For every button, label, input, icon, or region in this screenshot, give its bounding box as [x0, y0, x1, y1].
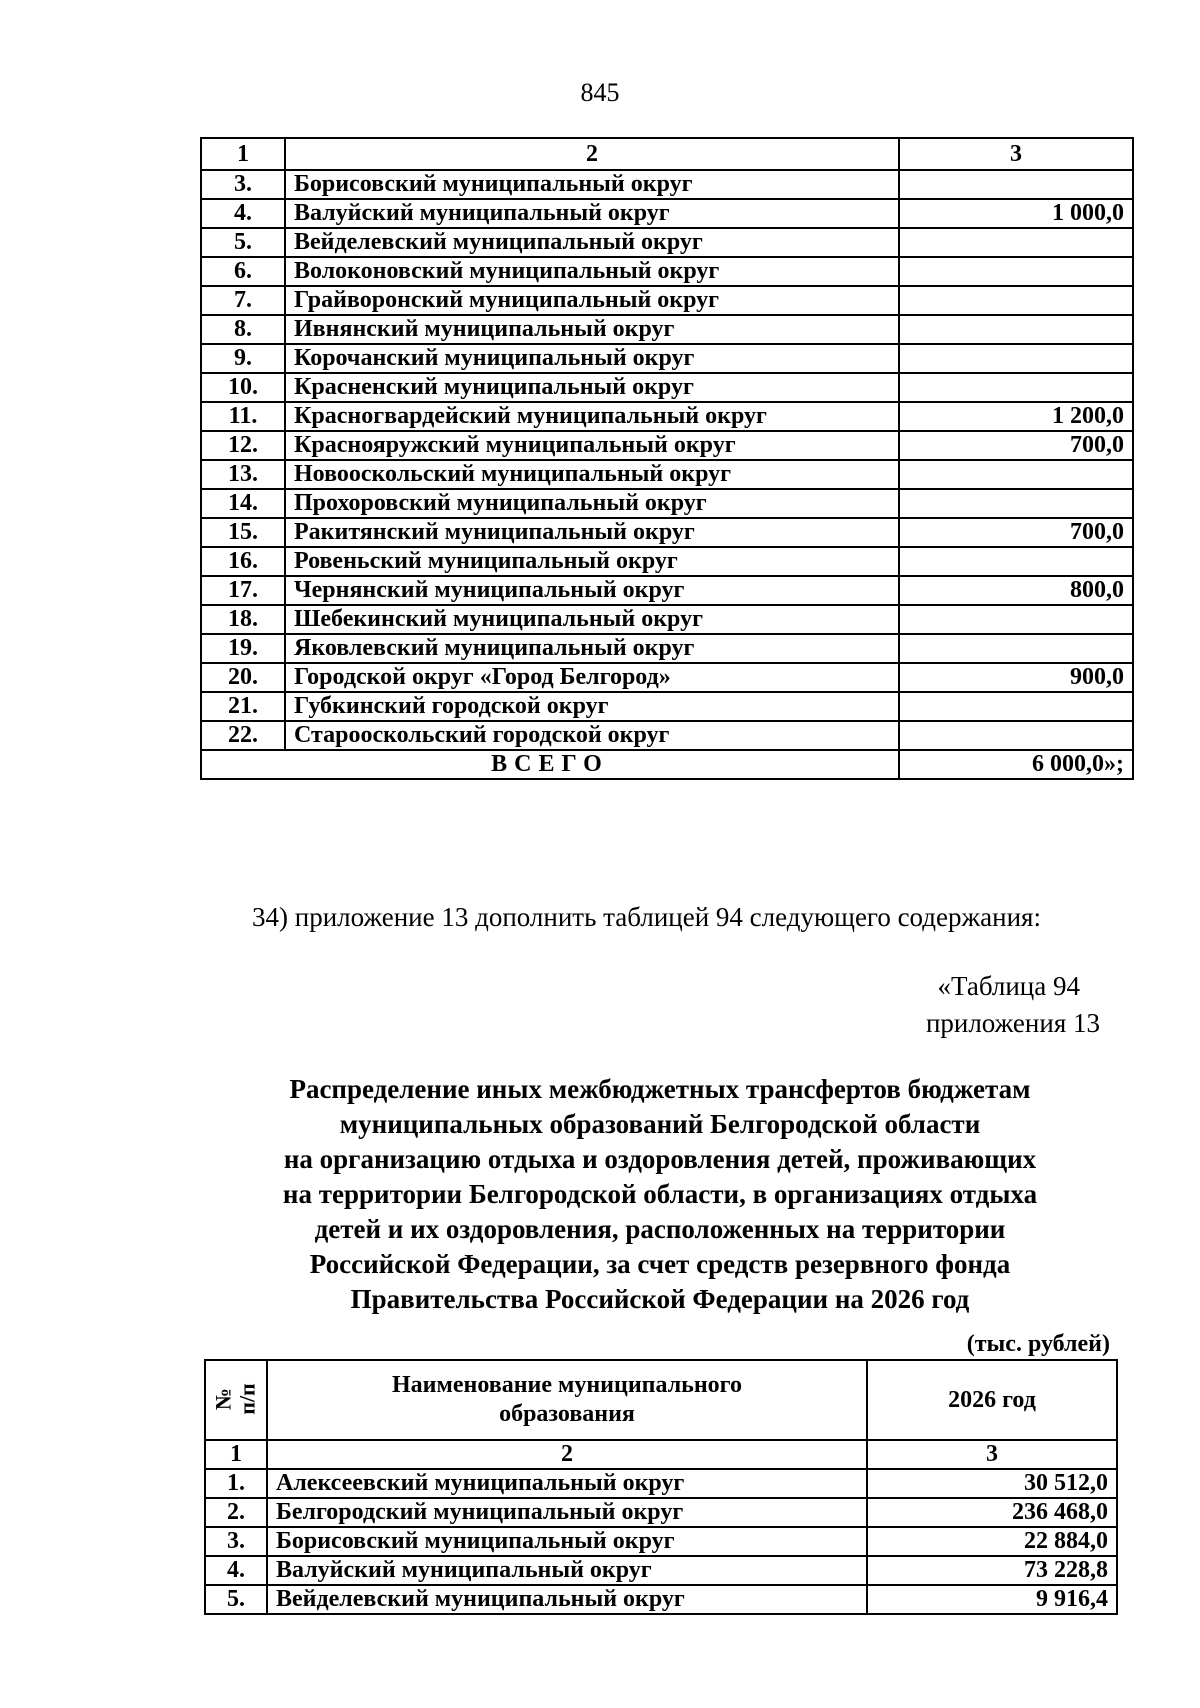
- row-number: 11.: [201, 402, 285, 431]
- row-number: 18.: [201, 605, 285, 634]
- row-number: 21.: [201, 692, 285, 721]
- table-header-row: [201, 138, 1133, 170]
- district-name: Борисовский муниципальный округ: [267, 1527, 867, 1556]
- header-row-number: [205, 1360, 267, 1440]
- amount: 900,0: [899, 663, 1133, 692]
- district-name: Шебекинский муниципальный округ: [285, 605, 899, 634]
- table-row: [201, 460, 1133, 489]
- row-number: 5.: [205, 1585, 267, 1614]
- row-number: 4.: [201, 199, 285, 228]
- district-name: Волоконовский муниципальный округ: [285, 257, 899, 286]
- table-header-row: [205, 1360, 1117, 1440]
- row-number: 22.: [201, 721, 285, 750]
- title-line: муниципальных образований Белгородской области: [339, 1109, 981, 1139]
- table-reference: [840, 968, 1100, 1042]
- table-row: [205, 1498, 1117, 1527]
- table-row: [201, 634, 1133, 663]
- amount: 1 000,0: [899, 199, 1133, 228]
- table-row: [205, 1556, 1117, 1585]
- district-name: Городской округ «Город Белгород»: [285, 663, 899, 692]
- header-year: 2026 год: [867, 1360, 1117, 1440]
- amount: 1 200,0: [899, 402, 1133, 431]
- amount: [899, 257, 1133, 286]
- district-name: Вейделевский муниципальный округ: [267, 1585, 867, 1614]
- column-numbers-row: [205, 1440, 1117, 1469]
- row-number: 10.: [201, 373, 285, 402]
- header-pp: п/п: [235, 1382, 260, 1415]
- district-name: Чернянский муниципальный округ: [285, 576, 899, 605]
- table-row: [201, 576, 1133, 605]
- amount: 73 228,8: [867, 1556, 1117, 1585]
- amount: [899, 373, 1133, 402]
- table-row: [205, 1585, 1117, 1614]
- amendment-text: 34) приложение 13 дополнить таблицей 94 следующего содержания:: [252, 902, 1041, 932]
- header-name-line-2: образования: [499, 1401, 635, 1427]
- header-name-line-1: Наименование муниципального: [392, 1372, 742, 1398]
- row-number: 20.: [201, 663, 285, 692]
- allocation-table-94: [204, 1359, 1118, 1615]
- title-line: на территории Белгородской области, в организациях отдыха: [282, 1179, 1038, 1209]
- title-line: Распределение иных межбюджетных трансфертов бюджетам: [289, 1074, 1031, 1104]
- district-name: Валуйский муниципальный округ: [267, 1556, 867, 1585]
- district-name: Старооскольский городской округ: [285, 721, 899, 750]
- total-label: ВСЕГО: [201, 750, 899, 779]
- table-row: [201, 170, 1133, 199]
- row-number: 4.: [205, 1556, 267, 1585]
- district-name: Краснояружский муниципальный округ: [285, 431, 899, 460]
- vertical-header: [212, 1383, 260, 1414]
- district-name: Алексеевский муниципальный округ: [267, 1469, 867, 1498]
- district-name: Корочанский муниципальный округ: [285, 344, 899, 373]
- row-number: 5.: [201, 228, 285, 257]
- column-number-3: 3: [899, 138, 1133, 170]
- row-number: 3.: [205, 1527, 267, 1556]
- amount: [899, 286, 1133, 315]
- district-name: Борисовский муниципальный округ: [285, 170, 899, 199]
- district-name: Новооскольский муниципальный округ: [285, 460, 899, 489]
- district-name: Грайворонский муниципальный округ: [285, 286, 899, 315]
- row-number: 7.: [201, 286, 285, 315]
- amount: 800,0: [899, 576, 1133, 605]
- table-reference-line-1: «Таблица 94: [937, 971, 1080, 1001]
- district-name: Яковлевский муниципальный округ: [285, 634, 899, 663]
- district-name: Губкинский городской округ: [285, 692, 899, 721]
- district-name: Ивнянский муниципальный округ: [285, 315, 899, 344]
- table-row: [201, 199, 1133, 228]
- amount: [899, 547, 1133, 576]
- amount: 236 468,0: [867, 1498, 1117, 1527]
- table-row: [201, 228, 1133, 257]
- table-row: [201, 518, 1133, 547]
- table-row: [201, 257, 1133, 286]
- table-reference-line-2: приложения 13: [925, 1008, 1100, 1038]
- table-row: [201, 663, 1133, 692]
- row-number: 3.: [201, 170, 285, 199]
- column-number-1: 1: [205, 1440, 267, 1469]
- table-row: [201, 402, 1133, 431]
- amount: [899, 170, 1133, 199]
- amount: [899, 634, 1133, 663]
- amount: [899, 315, 1133, 344]
- amount: 9 916,4: [867, 1585, 1117, 1614]
- row-number: 15.: [201, 518, 285, 547]
- amount: [899, 489, 1133, 518]
- row-number: 8.: [201, 315, 285, 344]
- table-row: [201, 373, 1133, 402]
- amount: 30 512,0: [867, 1469, 1117, 1498]
- total-value: 6 000,0»;: [899, 750, 1133, 779]
- column-number-2: 2: [267, 1440, 867, 1469]
- column-number-1: 1: [201, 138, 285, 170]
- amount: 700,0: [899, 431, 1133, 460]
- page-number: 845: [580, 78, 620, 107]
- table-row: [205, 1527, 1117, 1556]
- allocation-table-continued: [200, 137, 1134, 780]
- table-row: [201, 721, 1133, 750]
- row-number: 13.: [201, 460, 285, 489]
- header-name: [267, 1360, 867, 1440]
- table-row: [201, 431, 1133, 460]
- table-row: [201, 344, 1133, 373]
- total-row: [201, 750, 1133, 779]
- table-row: [205, 1469, 1117, 1498]
- district-name: Красногвардейский муниципальный округ: [285, 402, 899, 431]
- document-title: [200, 1072, 1120, 1317]
- table-row: [201, 547, 1133, 576]
- amount: 22 884,0: [867, 1527, 1117, 1556]
- district-name: Прохоровский муниципальный округ: [285, 489, 899, 518]
- amount: [899, 460, 1133, 489]
- table-row: [201, 692, 1133, 721]
- district-name: Красненский муниципальный округ: [285, 373, 899, 402]
- district-name: Белгородский муниципальный округ: [267, 1498, 867, 1527]
- amount: [899, 605, 1133, 634]
- district-name: Валуйский муниципальный округ: [285, 199, 899, 228]
- table-row: [201, 605, 1133, 634]
- amount: 700,0: [899, 518, 1133, 547]
- title-line: Правительства Российской Федерации на 2026 год: [350, 1284, 970, 1314]
- row-number: 2.: [205, 1498, 267, 1527]
- title-line: на организацию отдыха и оздоровления детей, проживающих: [283, 1144, 1037, 1174]
- row-number: 6.: [201, 257, 285, 286]
- amount: [899, 344, 1133, 373]
- row-number: 12.: [201, 431, 285, 460]
- district-name: Вейделевский муниципальный округ: [285, 228, 899, 257]
- amount: [899, 228, 1133, 257]
- table-row: [201, 489, 1133, 518]
- column-number-3: 3: [867, 1440, 1117, 1469]
- units-label: (тыс. рублей): [966, 1331, 1110, 1357]
- amount: [899, 721, 1133, 750]
- row-number: 1.: [205, 1469, 267, 1498]
- district-name: Ракитянский муниципальный округ: [285, 518, 899, 547]
- title-line: Российской Федерации, за счет средств резервного фонда: [309, 1249, 1011, 1279]
- amount: [899, 692, 1133, 721]
- column-number-2: 2: [285, 138, 899, 170]
- row-number: 9.: [201, 344, 285, 373]
- table-row: [201, 315, 1133, 344]
- row-number: 16.: [201, 547, 285, 576]
- title-line: детей и их оздоровления, расположенных на территории: [314, 1214, 1006, 1244]
- table-row: [201, 286, 1133, 315]
- district-name: Ровеньский муниципальный округ: [285, 547, 899, 576]
- row-number: 19.: [201, 634, 285, 663]
- row-number: 17.: [201, 576, 285, 605]
- header-number-sign: №: [211, 1387, 236, 1410]
- row-number: 14.: [201, 489, 285, 518]
